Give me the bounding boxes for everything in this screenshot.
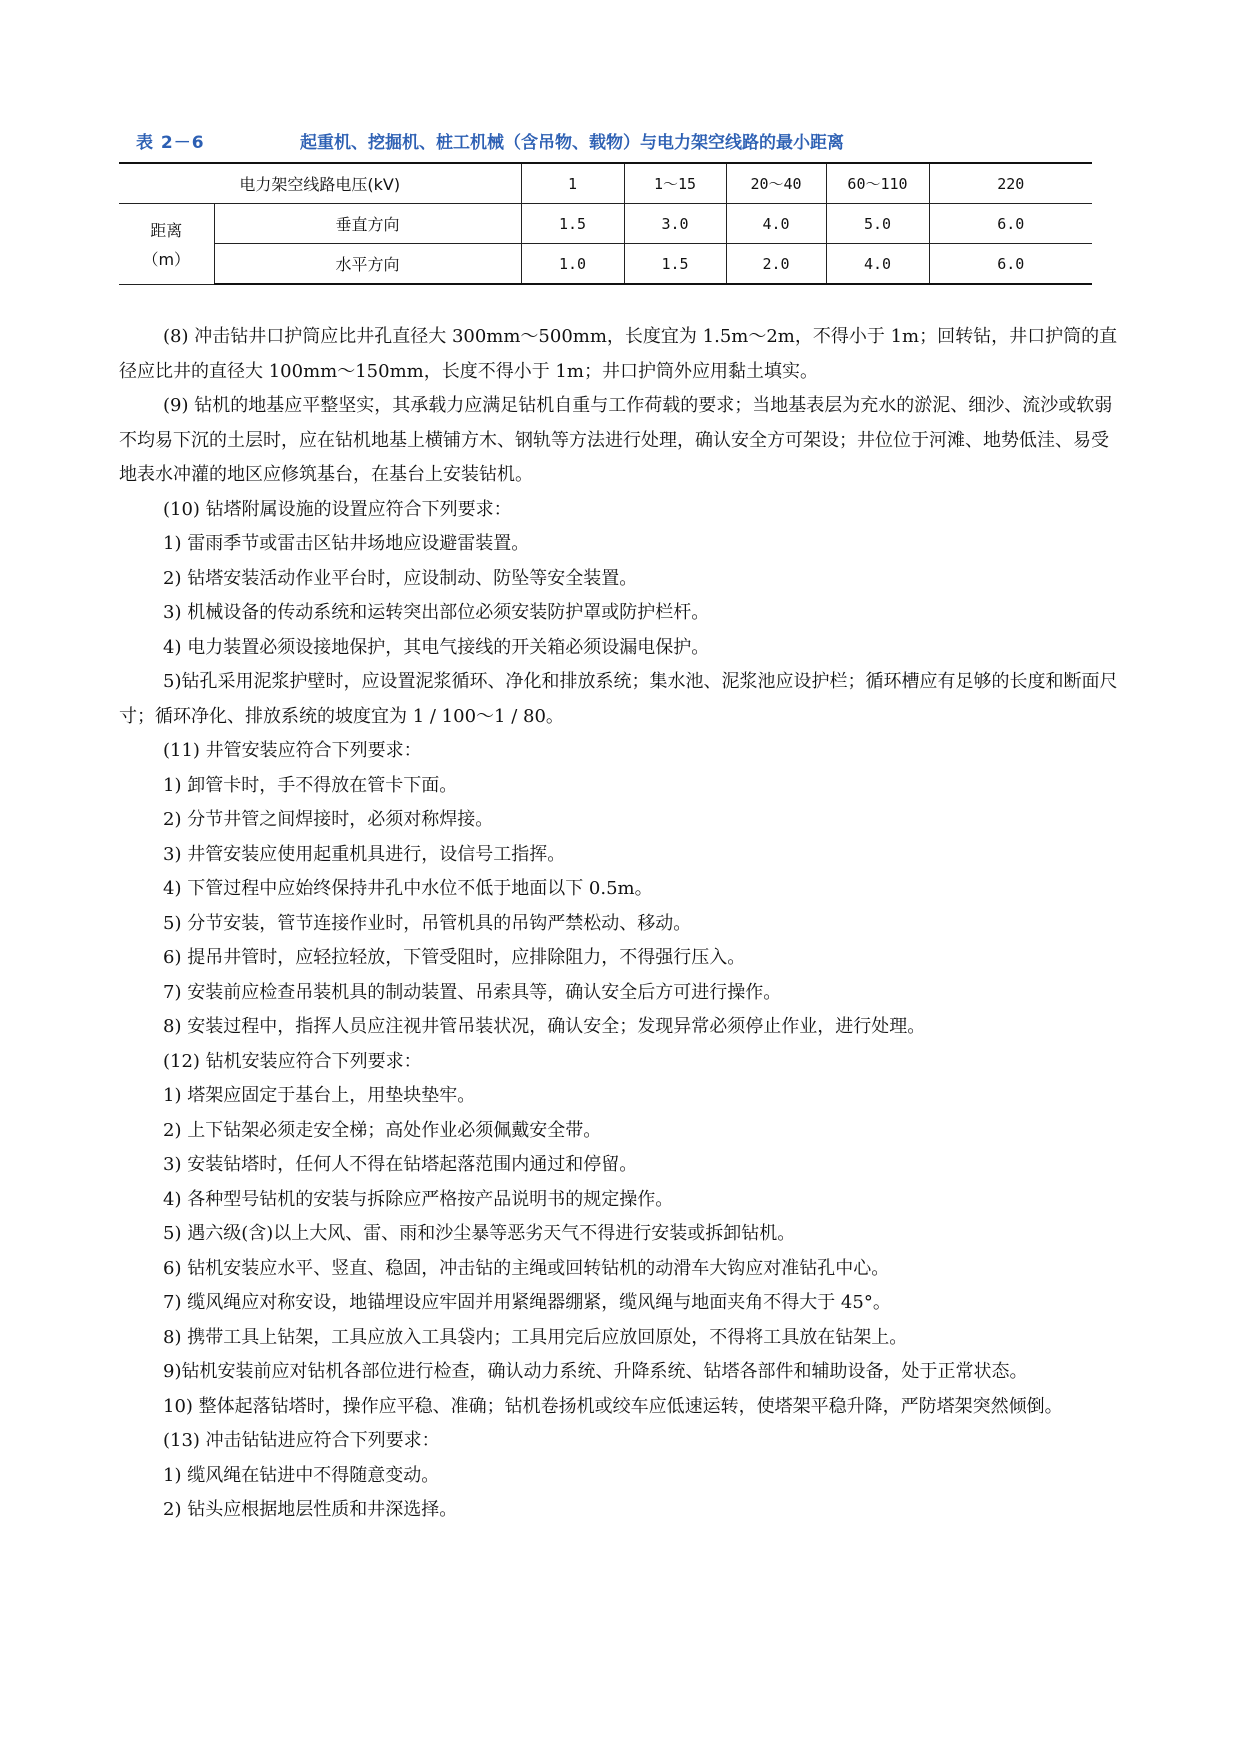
table-row <box>119 244 1092 285</box>
paragraph: 1) 雷雨季节或雷击区钻井场地应设避雷装置。 <box>163 533 530 554</box>
table-cell: 3.0 <box>624 204 726 244</box>
table-cell: 4.0 <box>726 204 826 244</box>
row-label: 水平方向 <box>214 244 521 285</box>
paragraph: 1) 塔架应固定于基台上，用垫块垫牢。 <box>163 1085 476 1106</box>
distance-unit-label: （m） <box>142 249 191 269</box>
paragraph: 5)钻孔采用泥浆护壁时，应设置泥浆循环、净化和排放系统；集水池、泥浆池应设护栏；循环槽应有足够的长度和断面尺寸；循环净化、排放系统的坡度宜为 1 / 100～1 / 80。 <box>119 671 1118 727</box>
paragraph: 10) 整体起落钻塔时，操作应平稳、准确；钻机卷扬机或绞车应低速运转，使塔架平稳升降，严防塔架突然倾倒。 <box>163 1395 1063 1417</box>
paragraph: 8) 安装过程中，指挥人员应注视井管吊装状况，确认安全；发现异常必须停止作业，进行处理。 <box>163 1016 926 1037</box>
paragraph: 6) 钻机安装应水平、竖直、稳固，冲击钻的主绳或回转钻机的动滑车大钩应对准钻孔中心。 <box>163 1257 890 1279</box>
table-row <box>119 204 1092 244</box>
paragraph: 5) 分节安装，管节连接作业时，吊管机具的吊钩严禁松动、移动。 <box>163 912 692 934</box>
body-text <box>119 320 1119 1528</box>
voltage-cell: 220 <box>929 163 1092 204</box>
paragraph: (10) 钻塔附属设施的设置应符合下列要求： <box>163 498 512 520</box>
paragraph: 8) 携带工具上钻架，工具应放入工具袋内；工具用完后应放回原处，不得将工具放在钻架上。 <box>163 1326 908 1348</box>
paragraph: 4) 各种型号钻机的安装与拆除应严格按产品说明书的规定操作。 <box>163 1188 674 1210</box>
paragraph: 2) 上下钻架必须走安全梯；高处作业必须佩戴安全带。 <box>163 1119 602 1141</box>
paragraph: 3) 机械设备的传动系统和运转突出部位必须安装防护罩或防护栏杆。 <box>163 602 710 623</box>
distance-group-label <box>119 204 214 285</box>
paragraph: 9)钻机安装前应对钻机各部位进行检查，确认动力系统、升降系统、钻塔各部件和辅助设备，处于正常状态。 <box>163 1361 1028 1382</box>
voltage-cell: 1 <box>521 163 624 204</box>
paragraph: (8) 冲击钻井口护筒应比井孔直径大 300mm～500mm，长度宜为 1.5m～2m，不得小于 1m；回转钻，井口护筒的直径应比井的直径大 100mm～150mm，长度不得小于 1m；井口护筒外应用黏土填实。 <box>119 326 1118 382</box>
voltage-cell: 60～110 <box>826 163 929 204</box>
paragraph: 7) 缆风绳应对称安设，地锚埋设应牢固并用紧绳器绷紧，缆风绳与地面夹角不得大于 45°。 <box>163 1292 891 1313</box>
distance-label: 距离 <box>150 220 183 240</box>
table-number: 表 2－6 <box>136 133 205 153</box>
paragraph: (9) 钻机的地基应平整坚实，其承载力应满足钻机自重与工作荷载的要求；当地基表层为充水的淤泥、细沙、流沙或软弱不均易下沉的土层时，应在钻机地基上横铺方木、钢轨等方法进行处理，确认安全方可架设；井位位于河滩、地势低洼、易受地表水冲灌的地区应修筑基台，在基台上安装钻机。 <box>119 395 1113 485</box>
paragraph: 3) 安装钻塔时，任何人不得在钻塔起落范围内通过和停留。 <box>163 1154 638 1175</box>
paragraph: 4) 电力装置必须设接地保护，其电气接线的开关箱必须设漏电保护。 <box>163 636 710 658</box>
voltage-header-cell: 电力架空线路电压(kV) <box>119 163 521 204</box>
paragraph: 1) 卸管卡时，手不得放在管卡下面。 <box>163 774 458 796</box>
paragraph: 4) 下管过程中应始终保持井孔中水位不低于地面以下 0.5m。 <box>163 878 653 899</box>
table-caption <box>132 126 1132 154</box>
paragraph: 1) 缆风绳在钻进中不得随意变动。 <box>163 1464 440 1486</box>
table-cell: 4.0 <box>826 244 929 285</box>
table-cell: 6.0 <box>929 244 1092 285</box>
paragraph: 3) 井管安装应使用起重机具进行，设信号工指挥。 <box>163 843 566 865</box>
table-cell: 1.0 <box>521 244 624 285</box>
table-cell: 5.0 <box>826 204 929 244</box>
table-cell: 1.5 <box>624 244 726 285</box>
paragraph: 7) 安装前应检查吊装机具的制动装置、吊索具等，确认安全后方可进行操作。 <box>163 981 782 1003</box>
paragraph: 2) 分节井管之间焊接时，必须对称焊接。 <box>163 809 494 830</box>
paragraph: 5) 遇六级(含)以上大风、雷、雨和沙尘暴等恶劣天气不得进行安装或拆卸钻机。 <box>163 1223 796 1244</box>
voltage-cell: 1～15 <box>624 163 726 204</box>
paragraph: 6) 提吊井管时，应轻拉轻放，下管受阻时，应排除阻力，不得强行压入。 <box>163 947 746 968</box>
paragraph: 2) 钻头应根据地层性质和井深选择。 <box>163 1499 458 1520</box>
voltage-cell: 20～40 <box>726 163 826 204</box>
min-distance-table <box>119 162 1092 285</box>
paragraph: 2) 钻塔安装活动作业平台时，应设制动、防坠等安全装置。 <box>163 567 638 589</box>
paragraph: (12) 钻机安装应符合下列要求： <box>163 1050 422 1072</box>
row-label: 垂直方向 <box>214 204 521 244</box>
table-title: 起重机、挖掘机、桩工机械（含吊物、载物）与电力架空线路的最小距离 <box>300 133 844 153</box>
table-cell: 1.5 <box>521 204 624 244</box>
table-cell: 2.0 <box>726 244 826 285</box>
table-header-row <box>119 163 1092 204</box>
paragraph: (13) 冲击钻钻进应符合下列要求： <box>163 1430 440 1451</box>
paragraph: (11) 井管安装应符合下列要求： <box>163 740 422 761</box>
table-cell: 6.0 <box>929 204 1092 244</box>
